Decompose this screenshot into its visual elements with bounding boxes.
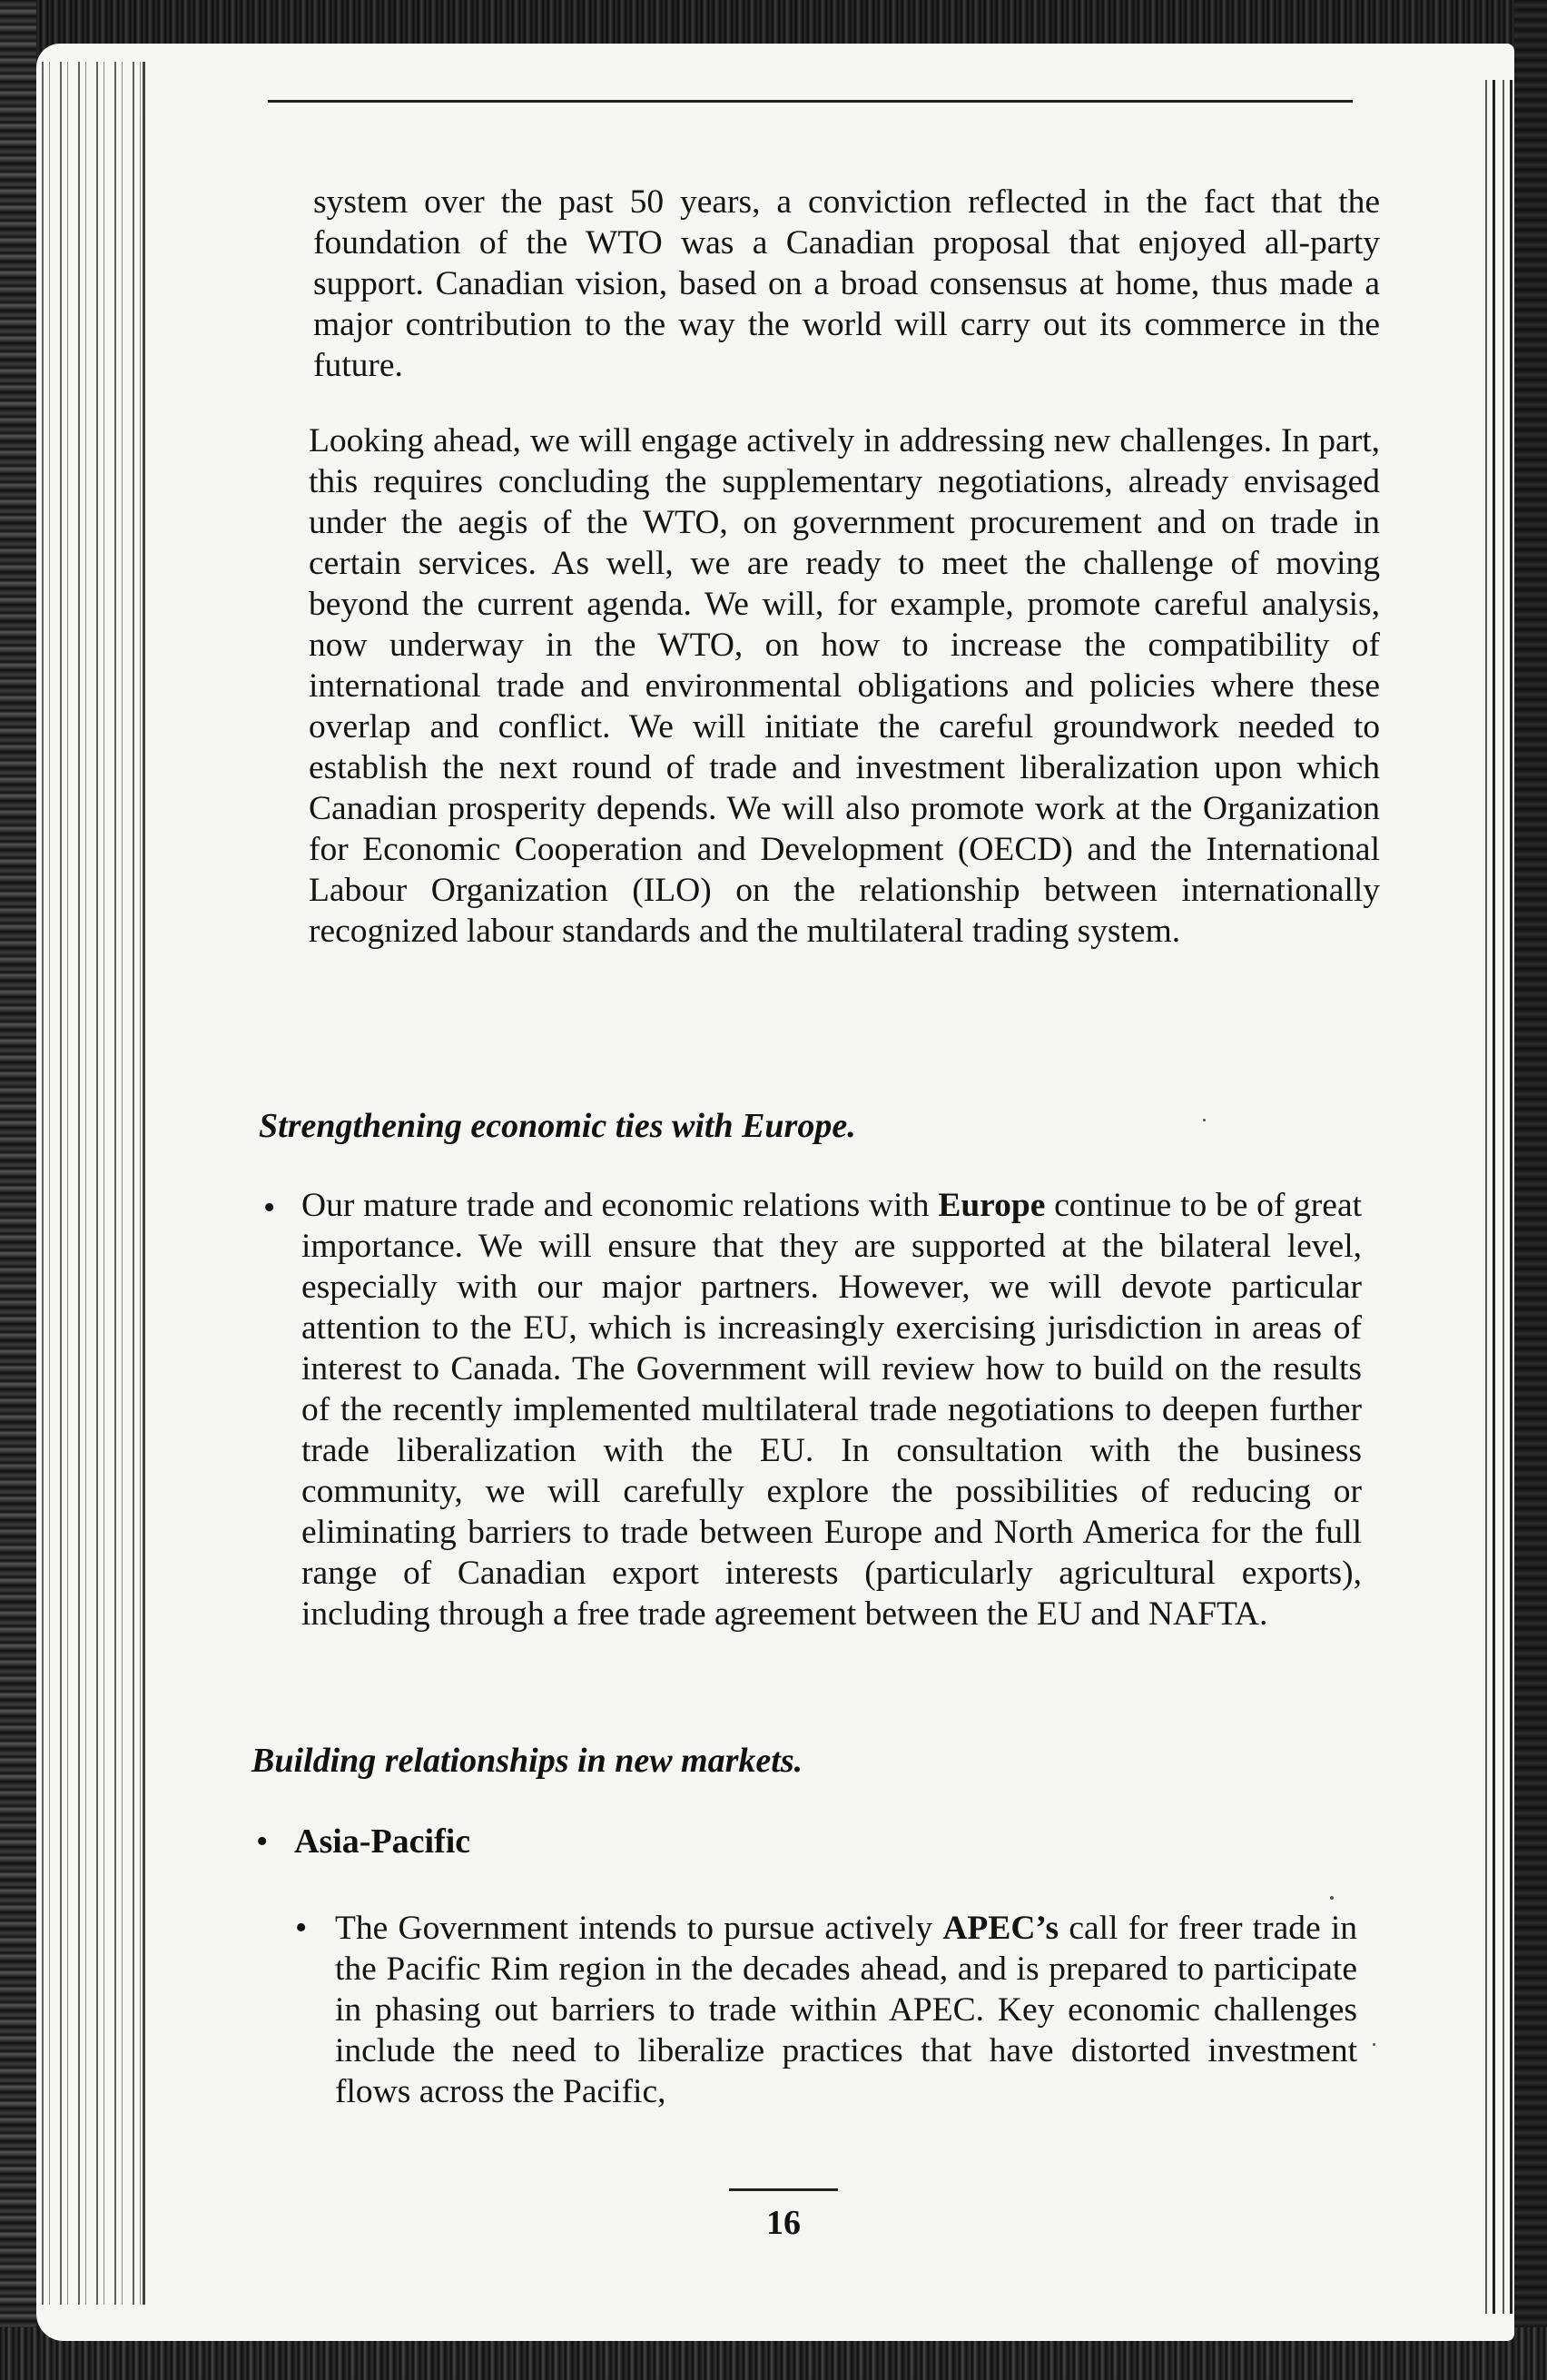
scan-border-left bbox=[0, 0, 36, 2380]
europe-emphasis: Europe bbox=[938, 1187, 1046, 1224]
europe-text-intro: Our mature trade and economic relations with bbox=[301, 1187, 930, 1224]
bullet-asia-pacific: • bbox=[256, 1822, 269, 1861]
paragraph-europe bbox=[301, 1185, 1362, 1634]
page-edges-right bbox=[1478, 80, 1514, 2314]
paragraph-wto-history: system over the past 50 years, a conviction reflected in the fact that the foundation of the WTO was a Canadian proposal that enjoyed all-party support. Canadian vision, based on a broad consensus at home, thus made a major contribution to the way the world will carry out its commerce in the future. bbox=[313, 183, 1380, 384]
heading-europe: Strengthening economic ties with Europe. bbox=[259, 1107, 856, 1145]
apec-emphasis: APEC’s bbox=[942, 1910, 1059, 1947]
scan-speck bbox=[1203, 1119, 1206, 1121]
header-rule bbox=[268, 100, 1353, 103]
paragraph-looking-ahead: Looking ahead, we will engage actively in addressing new challenges. In part, this requires concluding the supplementary negotiations, already envisaged under the aegis of the WTO, on government procurement and on trade in certain services. As well, we are ready to meet the challenge of moving beyond the current agenda. We will, for example, promote careful analysis, now underway in the WTO, on how to increase the compatibility of international trade and environmental obligations and policies where these overlap and conflict. We will initiate the careful groundwork needed to establish the next round of trade and investment liberalization upon which Canadian prosperity depends. We will also promote work at the Organization for Economic Cooperation and Development (OECD) and the International Labour Organization (ILO) on the relationship between internationally recognized labour standards and the multilateral trading system. bbox=[309, 422, 1380, 950]
apec-text-rest: call for freer trade in the Pacific Rim region in the decades ahead, and is prepared to participate in phasing out barriers to trade within APEC. Key economic challenges include the need to liberalize practices that have distorted investment flows across the Pacific, bbox=[335, 1910, 1358, 2110]
page-edges-left bbox=[36, 62, 143, 2305]
subheading-asia-pacific: Asia-Pacific bbox=[294, 1822, 471, 1861]
apec-text-intro: The Government intends to pursue actively bbox=[335, 1910, 933, 1947]
heading-new-markets: Building relationships in new markets. bbox=[251, 1742, 803, 1780]
scan-border-right bbox=[1514, 0, 1547, 2380]
paragraph-apec bbox=[335, 1908, 1357, 2112]
bullet-apec: • bbox=[295, 1909, 308, 1947]
europe-text-rest: continue to be of great importance. We will ensure that they are supported at the bilateral level, especially with our major partners. However, we will devote particular attention to the EU, which is increasingly exercising jurisdiction in areas of interest to Canada. The Government will review how to build on the results of the recently implemented multilateral trade negotiations to deepen further trade liberalization with the EU. In consultation with the business community, we will carefully explore the possibilities of reducing or eliminating barriers to trade between Europe and North America for the full range of Canadian export interests (particularly agricultural exports), including through a free trade agreement between the EU and NAFTA. bbox=[301, 1187, 1363, 1633]
bullet-europe: • bbox=[263, 1189, 276, 1227]
page-number-rule bbox=[729, 2188, 838, 2191]
scan-speck bbox=[1330, 1896, 1334, 1900]
scan-speck bbox=[1373, 2043, 1375, 2046]
page-number: 16 bbox=[766, 2204, 801, 2242]
